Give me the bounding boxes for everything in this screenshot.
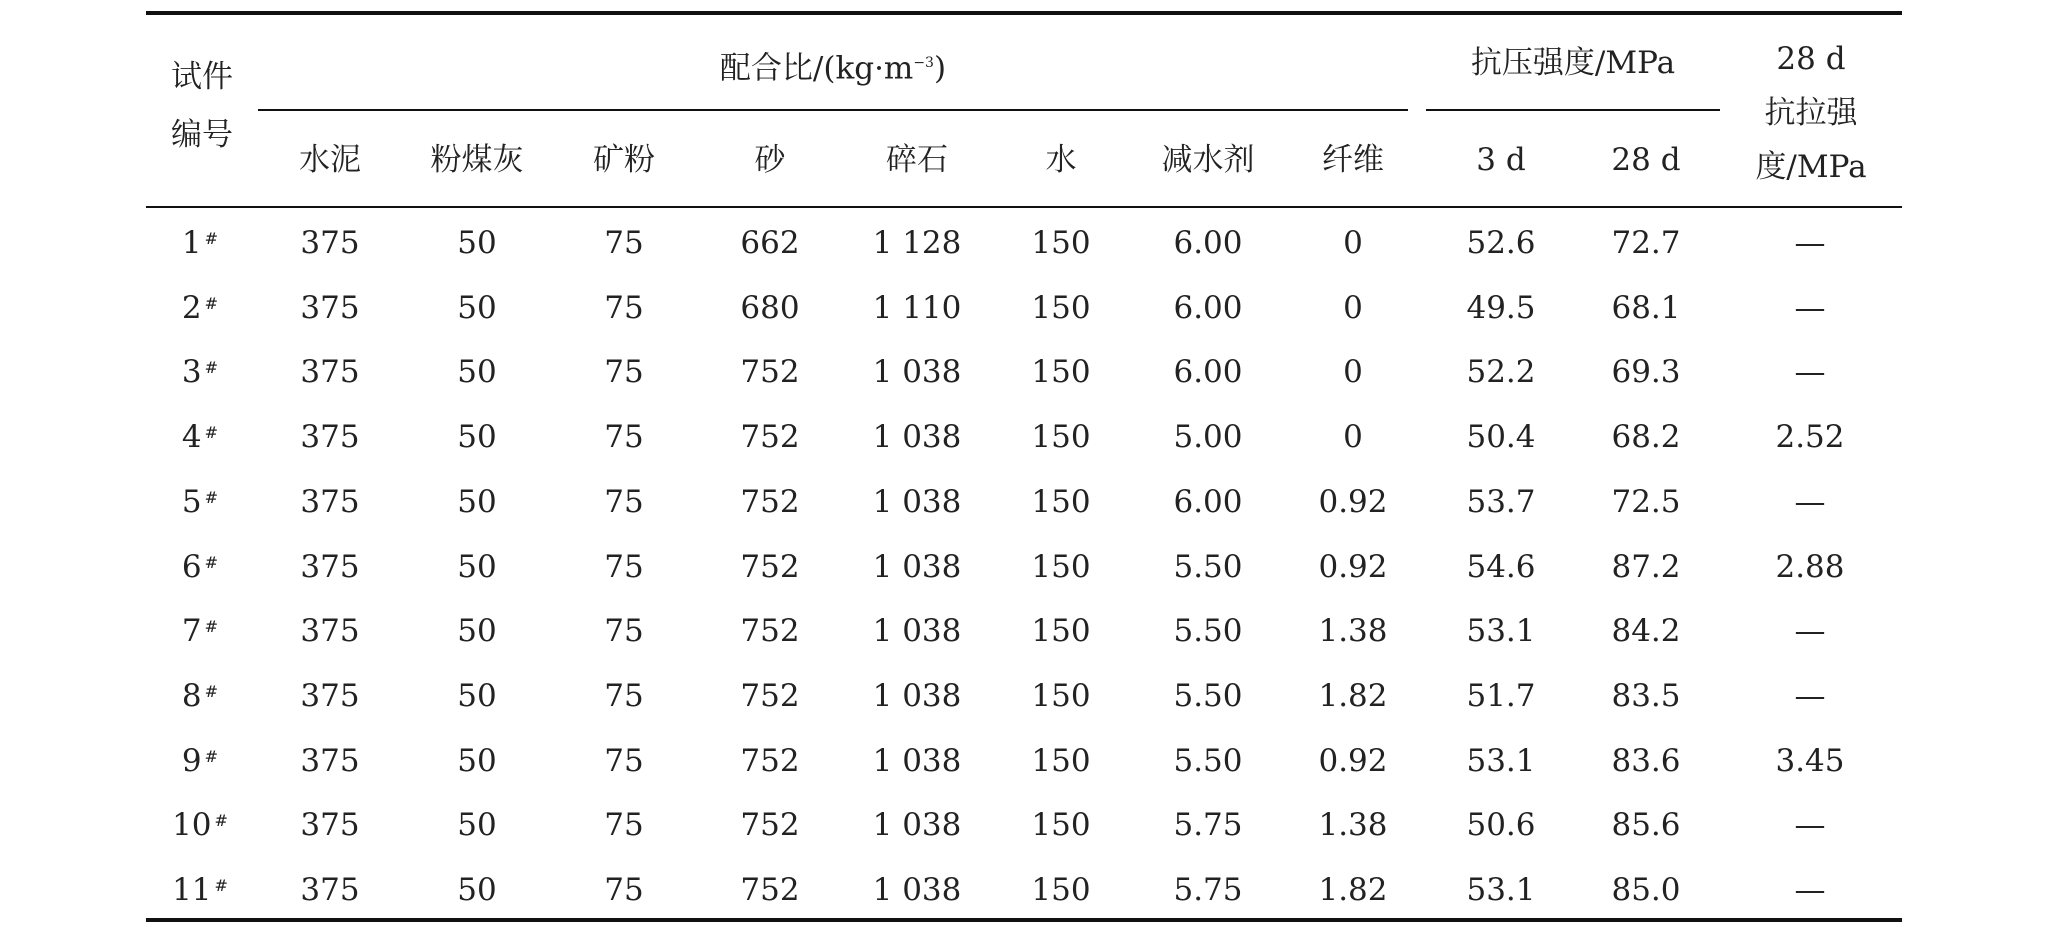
- water-value: 150: [1031, 613, 1091, 650]
- specimen-header: [146, 58, 258, 154]
- water-value: 150: [1031, 872, 1091, 908]
- gravel-value: 1 110: [872, 289, 962, 326]
- column-header: 碎石: [886, 142, 948, 178]
- gravel-value: 1 038: [872, 354, 962, 391]
- flyash-value: 50: [457, 807, 497, 844]
- slag-value: 75: [604, 225, 644, 261]
- slag-value: 75: [604, 483, 644, 520]
- compressive-3d-value: 52.6: [1466, 225, 1536, 261]
- specimen-hash-mark: #: [204, 423, 219, 443]
- fiber-value: 1.82: [1318, 872, 1388, 908]
- specimen-id: [130, 418, 270, 456]
- slag-value: 75: [604, 872, 644, 908]
- water-value: 150: [1031, 419, 1091, 456]
- tensile-value: —: [1794, 872, 1826, 908]
- specimen-hash-mark: #: [214, 876, 228, 895]
- specimen-id: [130, 742, 270, 780]
- specimen-id: [130, 289, 270, 327]
- compressive-28d-value: 83.6: [1611, 742, 1681, 779]
- column-header: 矿粉: [593, 142, 655, 178]
- slag-value: 75: [604, 419, 644, 456]
- specimen-number: 3: [181, 354, 202, 391]
- sand-value: 752: [740, 872, 800, 908]
- cement-value: 375: [300, 677, 360, 714]
- tensile-value: 3.45: [1775, 742, 1845, 779]
- reducer-value: 6.00: [1173, 289, 1243, 326]
- fiber-value: 1.38: [1318, 807, 1388, 844]
- compressive-3d-value: 54.6: [1466, 548, 1536, 585]
- reducer-value: 5.50: [1173, 677, 1243, 714]
- compressive-3d-value: 52.2: [1466, 354, 1536, 391]
- flyash-value: 50: [457, 289, 497, 326]
- specimen-number: 4: [181, 419, 202, 456]
- column-header: 水: [1045, 142, 1077, 178]
- mix-group-suffix: ): [933, 50, 947, 87]
- tensile-value: —: [1794, 677, 1826, 714]
- specimen-number: 1: [181, 225, 202, 261]
- mix-group-header: [258, 44, 1408, 87]
- compressive-28d-value: 84.2: [1611, 613, 1681, 650]
- compressive-3d-value: 53.1: [1466, 613, 1536, 650]
- column-header: 3 d: [1476, 142, 1526, 178]
- specimen-id: [130, 353, 270, 391]
- column-header: 水泥: [299, 142, 361, 178]
- specimen-hash-mark: #: [204, 358, 219, 378]
- water-value: 150: [1031, 548, 1091, 585]
- sand-value: 662: [740, 225, 800, 261]
- flyash-value: 50: [457, 872, 497, 908]
- gravel-value: 1 038: [872, 483, 962, 520]
- cement-value: 375: [300, 872, 360, 908]
- tensile-value: —: [1794, 613, 1826, 650]
- compressive-3d-value: 49.5: [1466, 289, 1536, 326]
- table-bottom-rule: [146, 918, 1902, 922]
- water-value: 150: [1031, 483, 1091, 520]
- specimen-number: 10: [172, 807, 212, 844]
- fiber-value: 0: [1343, 354, 1363, 391]
- specimen-number: 8: [181, 677, 202, 714]
- cement-value: 375: [300, 742, 360, 779]
- slag-value: 75: [604, 807, 644, 844]
- fiber-value: 0.92: [1318, 742, 1388, 779]
- compressive-3d-value: 50.6: [1466, 807, 1536, 844]
- water-value: 150: [1031, 225, 1091, 261]
- specimen-hash-mark: #: [204, 293, 219, 313]
- specimen-number: 2: [181, 289, 202, 326]
- gravel-value: 1 038: [872, 872, 962, 908]
- column-header: 纤维: [1322, 142, 1384, 178]
- flyash-value: 50: [457, 677, 497, 714]
- specimen-number: 6: [181, 548, 202, 585]
- compressive-28d-value: 68.1: [1611, 289, 1681, 326]
- column-header: 28 d: [1611, 142, 1681, 178]
- cement-value: 375: [300, 289, 360, 326]
- tensile-value: —: [1794, 225, 1826, 261]
- compressive-group-header: 抗压强度/MPa: [1470, 45, 1676, 81]
- tensile-value: —: [1794, 483, 1826, 520]
- water-value: 150: [1031, 742, 1091, 779]
- column-header: 减水剂: [1161, 142, 1255, 178]
- compressive-28d-value: 87.2: [1611, 548, 1681, 585]
- slag-value: 75: [604, 354, 644, 391]
- compressive-28d-value: 72.7: [1611, 225, 1681, 261]
- compressive-28d-value: 69.3: [1611, 354, 1681, 391]
- specimen-number: 11: [172, 872, 212, 908]
- tensile-header: [1720, 32, 1902, 194]
- reducer-value: 6.00: [1173, 354, 1243, 391]
- sand-value: 752: [740, 677, 800, 714]
- specimen-hash-mark: #: [204, 746, 219, 766]
- gravel-value: 1 038: [872, 613, 962, 650]
- gravel-value: 1 038: [872, 742, 962, 779]
- fiber-value: 0.92: [1318, 483, 1388, 520]
- gravel-value: 1 038: [872, 677, 962, 714]
- specimen-number: 7: [181, 613, 202, 650]
- reducer-value: 6.00: [1173, 483, 1243, 520]
- compressive-group-underline: [1426, 109, 1720, 111]
- tensile-value: 2.88: [1775, 548, 1845, 585]
- specimen-header-line2: 编号: [171, 117, 233, 153]
- reducer-value: 5.50: [1173, 548, 1243, 585]
- specimen-id: [130, 224, 270, 262]
- specimen-id: [130, 806, 270, 844]
- compressive-28d-value: 72.5: [1611, 483, 1681, 520]
- tensile-header-line2: 抗拉强: [1764, 95, 1858, 131]
- table-top-rule: [146, 11, 1902, 15]
- specimen-hash-mark: #: [204, 229, 219, 248]
- slag-value: 75: [604, 613, 644, 650]
- specimen-hash-mark: #: [204, 487, 219, 507]
- compressive-3d-value: 53.1: [1466, 872, 1536, 908]
- specimen-id: [130, 483, 270, 521]
- cement-value: 375: [300, 225, 360, 261]
- sand-value: 752: [740, 613, 800, 650]
- reducer-value: 5.50: [1173, 613, 1243, 650]
- specimen-hash-mark: #: [204, 552, 219, 572]
- cement-value: 375: [300, 419, 360, 456]
- tensile-value: 2.52: [1775, 419, 1845, 456]
- flyash-value: 50: [457, 613, 497, 650]
- reducer-value: 5.00: [1173, 419, 1243, 456]
- sand-value: 752: [740, 483, 800, 520]
- compressive-28d-value: 85.0: [1611, 872, 1681, 908]
- slag-value: 75: [604, 742, 644, 779]
- specimen-number: 9: [181, 742, 202, 779]
- column-header: 粉煤灰: [430, 142, 524, 178]
- specimen-id: [130, 548, 270, 586]
- sand-value: 752: [740, 807, 800, 844]
- specimen-number: 5: [181, 483, 202, 520]
- sand-value: 680: [740, 289, 800, 326]
- cement-value: 375: [300, 807, 360, 844]
- fiber-value: 0.92: [1318, 548, 1388, 585]
- sand-value: 752: [740, 742, 800, 779]
- cement-value: 375: [300, 613, 360, 650]
- compressive-3d-value: 50.4: [1466, 419, 1536, 456]
- specimen-header-line1: 试件: [171, 59, 233, 95]
- flyash-value: 50: [457, 483, 497, 520]
- header-bottom-rule: [146, 206, 1902, 208]
- flyash-value: 50: [457, 225, 497, 261]
- specimen-id: [130, 612, 270, 650]
- column-header: 砂: [754, 142, 786, 178]
- fiber-value: 0: [1343, 225, 1363, 261]
- gravel-value: 1 038: [872, 548, 962, 585]
- sand-value: 752: [740, 548, 800, 585]
- tensile-header-line1: 28 d: [1776, 41, 1846, 77]
- gravel-value: 1 038: [872, 807, 962, 844]
- slag-value: 75: [604, 289, 644, 326]
- flyash-value: 50: [457, 419, 497, 456]
- cement-value: 375: [300, 548, 360, 585]
- mix-group-underline: [258, 109, 1408, 111]
- sand-value: 752: [740, 354, 800, 391]
- compressive-3d-value: 51.7: [1466, 677, 1536, 714]
- water-value: 150: [1031, 677, 1091, 714]
- sand-value: 752: [740, 419, 800, 456]
- fiber-value: 1.38: [1318, 613, 1388, 650]
- water-value: 150: [1031, 354, 1091, 391]
- flyash-value: 50: [457, 354, 497, 391]
- specimen-id: [130, 677, 270, 715]
- mix-group-label: 配合比/(kg·m: [719, 50, 914, 87]
- compressive-28d-value: 85.6: [1611, 807, 1681, 844]
- tensile-value: —: [1794, 289, 1826, 326]
- compressive-28d-value: 68.2: [1611, 419, 1681, 456]
- water-value: 150: [1031, 289, 1091, 326]
- fiber-value: 0: [1343, 419, 1363, 456]
- specimen-hash-mark: #: [204, 681, 219, 701]
- fiber-value: 0: [1343, 289, 1363, 326]
- cement-value: 375: [300, 483, 360, 520]
- specimen-hash-mark: #: [204, 617, 219, 637]
- gravel-value: 1 128: [872, 225, 962, 261]
- compressive-28d-value: 83.5: [1611, 677, 1681, 714]
- tensile-value: —: [1794, 354, 1826, 391]
- slag-value: 75: [604, 677, 644, 714]
- tensile-header-line3: 度/MPa: [1755, 149, 1867, 185]
- flyash-value: 50: [457, 548, 497, 585]
- compressive-3d-value: 53.1: [1466, 742, 1536, 779]
- gravel-value: 1 038: [872, 419, 962, 456]
- tensile-value: —: [1794, 807, 1826, 844]
- water-value: 150: [1031, 807, 1091, 844]
- reducer-value: 5.75: [1173, 807, 1243, 844]
- specimen-id: [130, 871, 270, 909]
- reducer-value: 6.00: [1173, 225, 1243, 261]
- reducer-value: 5.50: [1173, 742, 1243, 779]
- fiber-value: 1.82: [1318, 677, 1388, 714]
- reducer-value: 5.75: [1173, 872, 1243, 908]
- flyash-value: 50: [457, 742, 497, 779]
- specimen-hash-mark: #: [214, 811, 228, 831]
- compressive-3d-value: 53.7: [1466, 483, 1536, 520]
- cement-value: 375: [300, 354, 360, 391]
- slag-value: 75: [604, 548, 644, 585]
- mix-group-exponent: −3: [913, 55, 934, 71]
